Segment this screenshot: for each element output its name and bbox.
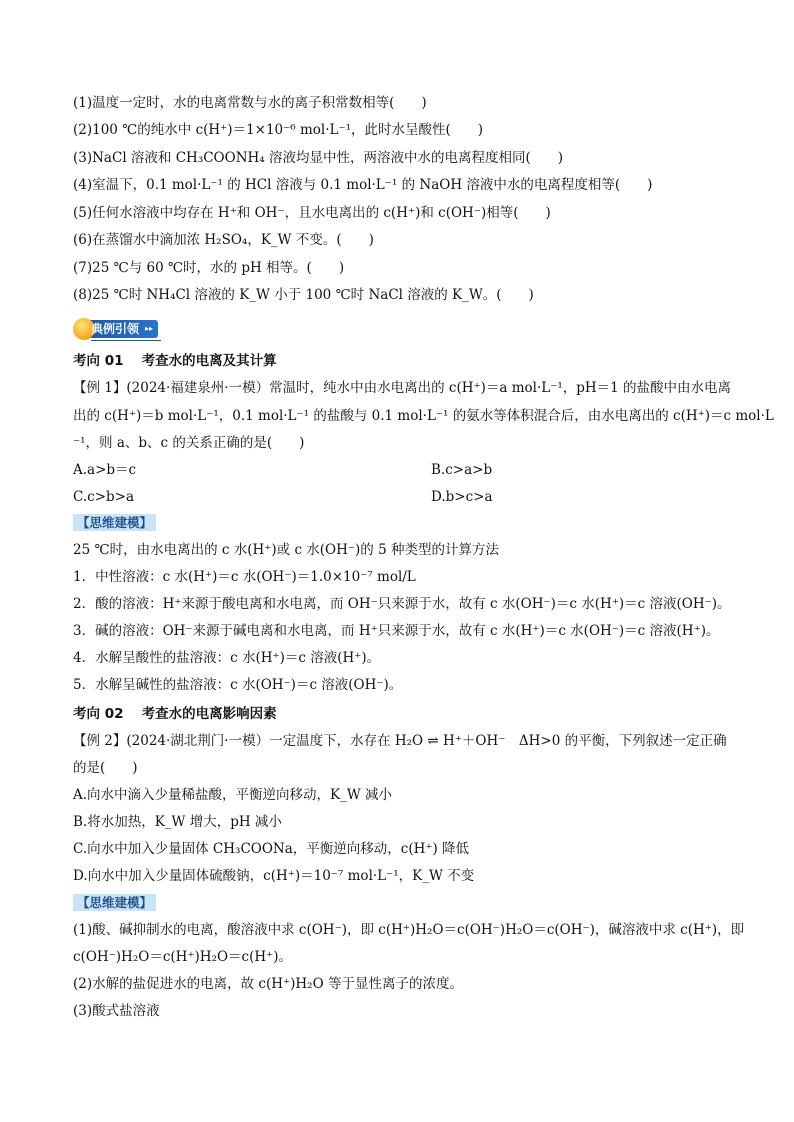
judgment-item-3: (3)NaCl 溶液和 CH₃COONH₄ 溶液均显中性，两溶液中水的电离程度相同( ) (73, 150, 564, 166)
example-1-line-1: 【例 1】(2024·福建泉州·一模）常温时，纯水中由水电离出的 c(H⁺)＝a mol·L⁻¹，pH＝1 的盐酸中由水电离 (73, 380, 732, 396)
example-2-line-2: 的是( ) (73, 760, 138, 776)
section-2-heading: 考向 02 考查水的电离影响因素 (73, 706, 277, 722)
model-1-line-4: 3．碱的溶液：OH⁻来源于碱电离和水电离，而 H⁺只来源于水，故有 c 水(H⁺)＝c 水(OH⁻)＝c 溶液(H⁺)。 (73, 623, 720, 639)
choice-b: B.c>a>b (431, 462, 493, 478)
option-d: D.向水中加入少量固体硫酸钠，c(H⁺)＝10⁻⁷ mol·L⁻¹，K_W 不变 (73, 868, 475, 884)
thinking-model-tag: 【思维建模】 (73, 514, 156, 531)
model-1-line-5: 4．水解呈酸性的盐溶液：c 水(H⁺)＝c 溶液(H⁺)。 (73, 650, 381, 666)
choice-a: A.a>b＝c (73, 462, 137, 478)
example-2-line-1: 【例 2】(2024·湖北荆门·一模）一定温度下，水存在 H₂O ⇌ H⁺＋OH⁻ ΔH>0 的平衡，下列叙述一定正确 (73, 733, 727, 749)
model-1-line-3: 2．酸的溶液：H⁺来源于酸电离和水电离，而 OH⁻只来源于水，故有 c 水(OH⁻)＝c 水(H⁺)＝c 溶液(OH⁻)。 (73, 596, 731, 612)
example-1-line-3: ⁻¹，则 a、b、c 的关系正确的是( ) (73, 435, 305, 451)
judgment-item-6: (6)在蒸馏水中滴加浓 H₂SO₄，K_W 不变。( ) (73, 232, 374, 248)
section-1-heading: 考向 01 考查水的电离及其计算 (73, 353, 277, 369)
choice-c: C.c>b>a (73, 489, 135, 505)
banner-underline (91, 340, 161, 341)
judgment-item-8: (8)25 ℃时 NH₄Cl 溶液的 K_W 小于 100 ℃时 NaCl 溶液的 K_W。( ) (73, 287, 534, 303)
model-1-line-6: 5．水解呈碱性的盐溶液：c 水(OH⁻)＝c 溶液(OH⁻)。 (73, 677, 403, 693)
model-2-line-3: (2)水解的盐促进水的电离，故 c(H⁺)H₂O 等于显性离子的浓度。 (73, 976, 463, 992)
judgment-item-2: (2)100 ℃的纯水中 c(H⁺)＝1×10⁻⁶ mol·L⁻¹，此时水呈酸性( ) (73, 122, 484, 138)
judgment-item-7: (7)25 ℃与 60 ℃时，水的 pH 相等。( ) (73, 260, 345, 276)
option-c: C.向水中加入少量固体 CH₃COONa，平衡逆向移动，c(H⁺) 降低 (73, 841, 470, 857)
example-banner (73, 316, 163, 342)
thinking-model-tag-2: 【思维建模】 (73, 894, 156, 911)
choice-d: D.b>c>a (431, 489, 493, 505)
model-2-line-4: (3)酸式盐溶液 (73, 1003, 160, 1019)
model-1-line-2: 1．中性溶液：c 水(H⁺)＝c 水(OH⁻)＝1.0×10⁻⁷ mol/L (73, 569, 416, 585)
model-2-line-2: c(OH⁻)H₂O＝c(H⁺)H₂O＝c(H⁺)。 (73, 949, 293, 965)
option-b: B.将水加热，K_W 增大，pH 减小 (73, 814, 282, 830)
option-a: A.向水中滴入少量稀盐酸，平衡逆向移动，K_W 减小 (73, 787, 393, 803)
example-1-line-2: 出的 c(H⁺)＝b mol·L⁻¹，0.1 mol·L⁻¹ 的盐酸与 0.1 mol·L⁻¹ 的氨水等体积混合后，由水电离出的 c(H⁺)＝c mol·L (73, 408, 774, 424)
model-2-line-1: (1)酸、碱抑制水的电离，酸溶液中求 c(OH⁻)，即 c(H⁺)H₂O＝c(OH⁻)H₂O＝c(OH⁻)，碱溶液中求 c(H⁺)，即 (73, 922, 745, 938)
judgment-item-1: (1)温度一定时，水的电离常数与水的离子积常数相等( ) (73, 95, 427, 111)
banner-arrow-icon: ▸▸ (145, 324, 154, 333)
model-1-line-1: 25 ℃时，由水电离出的 c 水(H⁺)或 c 水(OH⁻)的 5 种类型的计算方法 (73, 542, 499, 558)
judgment-item-5: (5)任何水溶液中均存在 H⁺和 OH⁻，且水电离出的 c(H⁺)和 c(OH⁻)相等( ) (73, 205, 551, 221)
banner-label: 典例引领 (91, 322, 140, 336)
judgment-item-4: (4)室温下，0.1 mol·L⁻¹ 的 HCl 溶液与 0.1 mol·L⁻¹ 的 NaOH 溶液中水的电离程度相等( ) (73, 177, 653, 193)
